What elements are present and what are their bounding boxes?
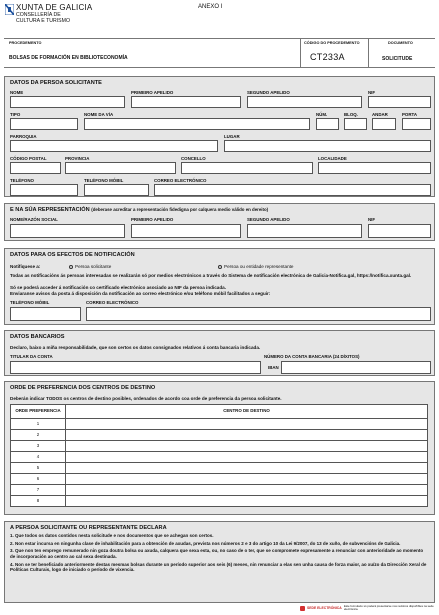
label-parroquia: PARROQUIA bbox=[10, 134, 37, 139]
label-nif: NIF bbox=[368, 90, 376, 95]
input-primeiro-apelido[interactable] bbox=[131, 96, 241, 108]
input-telefono-movil[interactable] bbox=[84, 184, 149, 196]
header bbox=[0, 0, 439, 36]
representative-section bbox=[4, 203, 435, 241]
table-row bbox=[11, 441, 428, 452]
notification-text-1: Todas as notificacións ás persoas interesadas se realizarán só por medios electrónicos a través do Sistema de notificación electrónica de Galicia-Notifica.gal, https://notifica.xunta.gal. bbox=[10, 273, 412, 278]
input-rep-nif[interactable] bbox=[368, 224, 431, 238]
preference-text: Deberán indicar TODOS os centros de destino posibles, ordenados de acordo coa orde de preferencia da persoa solicitante. bbox=[10, 396, 282, 401]
input-andar[interactable] bbox=[372, 118, 396, 130]
destination-center-input[interactable] bbox=[66, 496, 428, 507]
input-parroquia[interactable] bbox=[10, 140, 218, 152]
applicant-title: DATOS DA PERSOA SOLICITANTE bbox=[10, 80, 102, 86]
destination-center-input[interactable] bbox=[66, 463, 428, 474]
input-segundo-apelido[interactable] bbox=[247, 96, 362, 108]
input-codigo-postal[interactable] bbox=[10, 162, 61, 174]
label-rep-segundo-apelido: SEGUNDO APELIDO bbox=[247, 217, 290, 222]
label-tipo: TIPO bbox=[10, 112, 21, 117]
label-notif-correo: CORREO ELECTRÓNICO bbox=[86, 300, 139, 305]
label-provincia: PROVINCIA bbox=[65, 156, 90, 161]
destination-center-input[interactable] bbox=[66, 441, 428, 452]
input-telefono[interactable] bbox=[10, 184, 78, 196]
notification-text-2: Só se poderá acceder á notificación co certificado electrónico asociado ao NIF da persoa indicada. bbox=[10, 285, 226, 290]
notify-label: Notifíquese a: bbox=[10, 264, 41, 269]
org-title: XUNTA DE GALICIA bbox=[16, 3, 93, 12]
radio-representative-icon[interactable] bbox=[218, 265, 222, 269]
annex-label: ANEXO I bbox=[198, 4, 223, 10]
label-rep-nif: NIF bbox=[368, 217, 376, 222]
label-correo: CORREO ELECTRÓNICO bbox=[154, 178, 207, 183]
footer bbox=[300, 605, 435, 614]
procedure-label: PROCEDEMENTO bbox=[9, 41, 42, 45]
org-line-1: CONSELLERÍA DE bbox=[16, 12, 61, 18]
preference-table bbox=[10, 404, 428, 507]
declaration-item-1: 1. Que todos os datos contidos nesta solicitude e nos documentos que se achegan son certos. bbox=[10, 533, 214, 538]
preference-order: 5 bbox=[11, 463, 66, 474]
input-localidade[interactable] bbox=[318, 162, 431, 174]
input-nome[interactable] bbox=[10, 96, 125, 108]
input-correo[interactable] bbox=[154, 184, 431, 196]
notification-title: DATOS PARA OS EFECTOS DE NOTIFICACIÓN bbox=[10, 252, 135, 258]
col-center-header: CENTRO DE DESTINO bbox=[66, 405, 428, 419]
representative-title-text: E NA SÚA REPRESENTACIÓN bbox=[10, 207, 90, 213]
xunta-logo-icon bbox=[5, 4, 14, 15]
table-row bbox=[11, 419, 428, 430]
label-concello: CONCELLO bbox=[181, 156, 206, 161]
representative-title bbox=[10, 208, 268, 214]
table-row bbox=[11, 430, 428, 441]
preference-order: 2 bbox=[11, 430, 66, 441]
notify-option-applicant[interactable] bbox=[69, 264, 111, 269]
notify-row bbox=[10, 264, 40, 269]
input-nome-via[interactable] bbox=[84, 118, 310, 130]
label-andar: ANDAR bbox=[372, 112, 388, 117]
preference-order: 8 bbox=[11, 496, 66, 507]
label-telefono-movil: TELÉFONO MÓBIL bbox=[84, 178, 124, 183]
input-num[interactable] bbox=[316, 118, 339, 130]
label-num: NÚM. bbox=[316, 112, 328, 117]
notification-text-3: Enviaranse avisos da posta á disposición da notificación ao correo electrónico e/ou teléfono móbil facilitados a seguir: bbox=[10, 291, 271, 296]
preference-order: 4 bbox=[11, 452, 66, 463]
declaration-item-4: 4. Non se ter beneficiado anteriormente destas mesmas bolsas durante un período superior aos seis (6) meses, nin renunciar a elas sen unha causa de forza maior, ao xuízo da Dirección Xeral de Políticas Culturais, logo de iniciado o período de vixencia. bbox=[10, 561, 427, 573]
preference-order: 3 bbox=[11, 441, 66, 452]
procedure-divider-1 bbox=[300, 39, 301, 68]
notify-option-2-label: Persoa ou entidade representante bbox=[224, 264, 294, 269]
preference-header-row bbox=[11, 405, 428, 419]
sede-logo-icon bbox=[300, 606, 305, 611]
destination-center-input[interactable] bbox=[66, 485, 428, 496]
bank-text: Declaro, baixo a miña responsabilidade, que son certos os datos consignados relativos á conta bancaria indicada. bbox=[10, 345, 261, 350]
label-lugar: LUGAR bbox=[224, 134, 240, 139]
input-rep-primeiro-apelido[interactable] bbox=[131, 224, 241, 238]
declaration-title: A PERSOA SOLICITANTE OU REPRESENTANTE DECLARA bbox=[10, 525, 167, 531]
code-value: CT233A bbox=[310, 52, 345, 62]
label-primeiro-apelido: PRIMEIRO APELIDO bbox=[131, 90, 174, 95]
input-porta[interactable] bbox=[402, 118, 431, 130]
bank-section bbox=[4, 330, 435, 376]
preference-order: 6 bbox=[11, 474, 66, 485]
label-notif-telefono-movil: TELÉFONO MÓBIL bbox=[10, 300, 50, 305]
input-tipo[interactable] bbox=[10, 118, 78, 130]
document-value: SOLICITUDE bbox=[382, 56, 413, 62]
label-rep-primeiro-apelido: PRIMEIRO APELIDO bbox=[131, 217, 174, 222]
input-rep-nome[interactable] bbox=[10, 224, 125, 238]
input-concello[interactable] bbox=[181, 162, 313, 174]
label-account-number: NÚMERO DA CONTA BANCARIA (24 DÍXITOS) bbox=[264, 354, 360, 359]
bank-title: DATOS BANCARIOS bbox=[10, 334, 65, 340]
input-nif[interactable] bbox=[368, 96, 431, 108]
label-nome-via: NOME DA VÍA bbox=[84, 112, 114, 117]
destination-center-input[interactable] bbox=[66, 419, 428, 430]
input-iban[interactable] bbox=[281, 361, 431, 374]
applicant-section bbox=[4, 76, 435, 197]
label-nome: NOME bbox=[10, 90, 24, 95]
preference-table-body bbox=[11, 419, 428, 507]
preference-order: 1 bbox=[11, 419, 66, 430]
table-row bbox=[11, 485, 428, 496]
preference-order: 7 bbox=[11, 485, 66, 496]
notification-section bbox=[4, 248, 435, 325]
declaration-item-2: 2. Non estar incursa en ningunha clase de inhabilitación para a obtención de axudas, prevista nos números 2 e 3 do artigo 10 da Lei 9/2007, do 13 de xuño, de subvencións de Galicia. bbox=[10, 540, 401, 546]
footer-brand: SEDE ELECTRÓNICA bbox=[307, 606, 342, 610]
table-row bbox=[11, 474, 428, 485]
representative-subtitle: (deberase acreditar a representación fidedigna por calquera medio válido en dereito) bbox=[91, 207, 269, 212]
declaration-item-3: 3. Que non ten emprego remunerado nin goza doutra bolsa ou axuda, calquera que sexa esta, ou, no caso de o ter, que se compromete expresamente a renunciar con anterioridade ao momento de incorporación ao centro ao cal sexa destinada. bbox=[10, 548, 424, 559]
input-lugar[interactable] bbox=[224, 140, 431, 152]
radio-applicant-icon[interactable] bbox=[69, 265, 73, 269]
org-line-2: CULTURA E TURISMO bbox=[16, 18, 70, 24]
input-notif-correo[interactable] bbox=[86, 307, 431, 321]
label-bloq: BLOQ. bbox=[344, 112, 358, 117]
input-bloq[interactable] bbox=[344, 118, 367, 130]
declaration-list bbox=[10, 533, 428, 573]
notify-option-1-label: Persoa solicitante bbox=[75, 264, 112, 269]
destination-center-input[interactable] bbox=[66, 474, 428, 485]
table-row bbox=[11, 463, 428, 474]
input-rep-segundo-apelido[interactable] bbox=[247, 224, 362, 238]
col-order-header: ORDE PREFERENCIA bbox=[11, 405, 66, 419]
input-provincia[interactable] bbox=[65, 162, 176, 174]
label-telefono: TELÉFONO bbox=[10, 178, 34, 183]
label-iban: IBAN bbox=[268, 365, 279, 370]
document-label: DOCUMENTO bbox=[388, 41, 413, 45]
code-label: CÓDIGO DO PROCEDEMENTO bbox=[304, 41, 360, 45]
footer-note: Este formulario só poderá presentarse nos rexistros dispoñibles na sede electrónica. bbox=[344, 604, 434, 612]
notify-option-representative[interactable] bbox=[218, 264, 293, 269]
input-notif-telefono-movil[interactable] bbox=[10, 307, 81, 321]
table-row bbox=[11, 496, 428, 507]
table-row bbox=[11, 452, 428, 463]
procedure-divider-2 bbox=[368, 39, 369, 68]
procedure-row bbox=[4, 38, 435, 68]
label-titular: TITULAR DA CONTA bbox=[10, 354, 53, 359]
label-codigo-postal: CÓDIGO POSTAL bbox=[10, 156, 47, 161]
destination-center-input[interactable] bbox=[66, 430, 428, 441]
procedure-value: BOLSAS DE FORMACIÓN EN BIBLIOTECONOMÍA bbox=[9, 55, 128, 61]
label-localidade: LOCALIDADE bbox=[318, 156, 347, 161]
input-titular[interactable] bbox=[10, 361, 261, 374]
label-porta: PORTA bbox=[402, 112, 418, 117]
label-segundo-apelido: SEGUNDO APELIDO bbox=[247, 90, 290, 95]
destination-center-input[interactable] bbox=[66, 452, 428, 463]
preference-title: ORDE DE PREFERENCIA DOS CENTROS DE DESTINO bbox=[10, 385, 156, 391]
label-nome-razon: NOME/RAZÓN SOCIAL bbox=[10, 217, 58, 222]
